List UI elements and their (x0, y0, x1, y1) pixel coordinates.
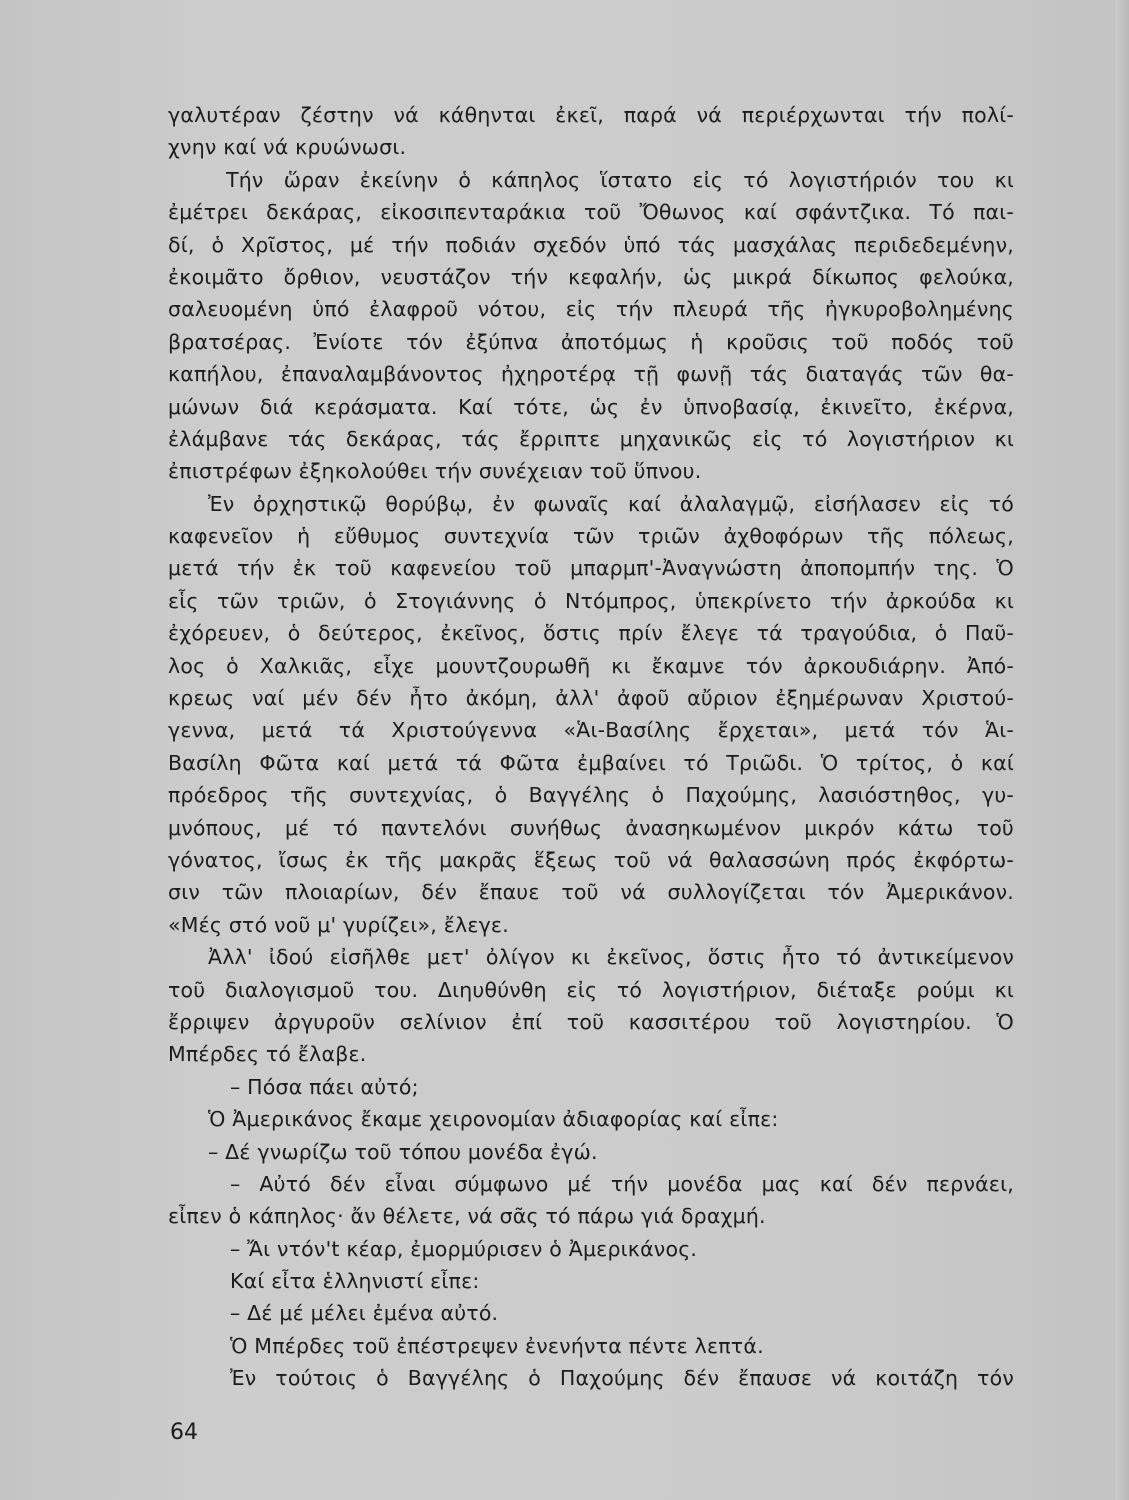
text-line: λος ὁ Χαλκιᾶς, εἶχε μουντζουρωθῆ κι ἔκαμνε τόν ἀρκουδιάρην. Ἀπό- (168, 653, 1014, 678)
text-line: Ἐν ὀρχηστικῷ θορύβῳ, ἐν φωναῖς καί ἀλαλαγμῷ, εἰσήλασεν εἰς τό (208, 491, 1014, 516)
text-line: ἐχόρευεν, ὁ δεύτερος, ἐκεῖνος, ὅστις πρίν ἔλεγε τά τραγούδια, ὁ Παῦ- (168, 621, 1014, 646)
text-line: ἐκοιμᾶτο ὄρθιον, νευστάζον τήν κεφαλήν, ὡς μικρά δίκωπος φελούκα, (168, 264, 1014, 289)
text-line: Ἀλλ' ἰδού εἰσῆλθε μετ' ὀλίγον κι ἐκεῖνος, ὅστις ἦτο τό ἀντικείμενον (208, 945, 1014, 970)
text-line: Μπέρδες τό ἔλαβε. (168, 1042, 367, 1067)
page-edge-shadow (1115, 0, 1129, 1500)
body-text (168, 99, 1014, 1395)
text-line: «Μές στό νοῦ μ' γυρίζει», ἔλεγε. (168, 912, 509, 937)
text-line: πρόεδρος τῆς συντεχνίας, ὁ Βαγγέλης ὁ Παχούμης, λασιόστηθος, γυ- (168, 783, 1014, 808)
text-line: – Πόσα πάει αὐτό; (230, 1074, 419, 1099)
text-line: γόνατος, ἴσως ἐκ τῆς μακρᾶς ἕξεως τοῦ νά θαλασσώνη πρός ἐκφόρτω- (168, 847, 1014, 872)
text-line: – Δέ μέ μέλει ἐμένα αὐτό. (230, 1301, 499, 1326)
text-line: σαλευομένη ὑπό ἐλαφροῦ νότου, εἰς τήν πλευρά τῆς ἠγκυροβολημένης (168, 297, 1014, 322)
text-line: κρεως ναί μέν δέν ἦτο ἀκόμη, ἀλλ' ἀφοῦ αὔριον ἐξημέρωναν Χριστού- (168, 686, 1014, 711)
text-line: ἐπιστρέφων ἐξηκολούθει τήν συνέχειαν τοῦ ὕπνου. (168, 459, 702, 484)
text-line: γαλυτέραν ζέστην νά κάθηνται ἐκεῖ, παρά νά περιέρχωνται τήν πολί- (168, 103, 1014, 127)
text-line: Ὁ Ἀμερικάνος ἔκαμε χειρονομίαν ἀδιαφορίας καί εἶπε: (208, 1107, 779, 1132)
text-line: μνόπους, μέ τό παντελόνι συνήθως ἀνασηκωμένον μικρόν κάτω τοῦ (168, 815, 1014, 840)
text-line: γεννα, μετά τά Χριστούγεννα «Ἁι-Βασίλης ἔρχεται», μετά τόν Ἁι- (168, 718, 1014, 743)
text-line: Ἐν τούτοις ὁ Βαγγέλης ὁ Παχούμης δέν ἔπαυσε νά κοιτάζη τόν (230, 1366, 1014, 1391)
text-line: – Ἄι ντόν't κέαρ, ἐμορμύρισεν ὁ Ἀμερικάνος. (230, 1236, 698, 1261)
text-line: ἔρριψεν ἀργυροῦν σελίνιον ἐπί τοῦ κασσιτέρου τοῦ λογιστηρίου. Ὁ (168, 1009, 1014, 1034)
text-line: Καί εἶτα ἑλληνιστί εἶπε: (230, 1269, 480, 1294)
text-line: καφενεῖον ἡ εὔθυμος συντεχνία τῶν τριῶν ἀχθοφόρων τῆς πόλεως, (168, 524, 1014, 549)
text-line: ἐλάμβανε τάς δεκάρας, τάς ἔρριπτε μηχανικῶς εἰς τό λογιστήριον κι (168, 426, 1014, 451)
text-line: τοῦ διαλογισμοῦ του. Διηυθύνθη εἰς τό λογιστήριον, διέταξε ρούμι κι (168, 977, 1014, 1002)
text-line: σιν τῶν πλοιαρίων, δέν ἔπαυε τοῦ νά συλλογίζεται τόν Ἀμερικάνον. (168, 880, 1014, 905)
text-line: εἷς τῶν τριῶν, ὁ Στογιάννης ὁ Ντόμπρος, ὑπεκρίνετο τήν ἀρκούδα κι (168, 588, 1014, 613)
text-line: χνην καί νά κρυώνωσι. (168, 135, 407, 160)
text-line: Τήν ὥραν ἐκείνην ὁ κάπηλος ἵστατο εἰς τό λογιστήριόν του κι (226, 167, 1014, 192)
text-line: καπήλου, ἐπαναλαμβάνοντος ἠχηροτέρᾳ τῇ φωνῇ τάς διαταγάς τῶν θα- (168, 362, 1014, 387)
text-line: βρατσέρας. Ἐνίοτε τόν ἐξύπνα ἀποτόμως ἡ κροῦσις τοῦ ποδός τοῦ (168, 329, 1014, 354)
text-line: μετά τήν ἐκ τοῦ καφενείου τοῦ μπαρμπ'-Ἀναγνώστη ἀποπομπήν της. Ὁ (168, 556, 1014, 581)
text-line: – Αὐτό δέν εἶναι σύμφωνο μέ τήν μονέδα μας καί δέν περνάει, (230, 1171, 1014, 1196)
text-line: μώνων διά κεράσματα. Καί τότε, ὡς ἐν ὑπνοβασίᾳ, ἐκινεῖτο, ἐκέρνα, (168, 394, 1014, 419)
text-line: ἐμέτρει δεκάρας, εἰκοσιπενταράκια τοῦ Ὄθωνος καί σφάντζικα. Τό παι- (168, 200, 1014, 225)
text-line: – Δέ γνωρίζω τοῦ τόπου μονέδα ἐγώ. (208, 1139, 598, 1164)
page-number: 64 (170, 1420, 198, 1445)
text-line: Βασίλη Φῶτα καί μετά τά Φῶτα ἐμβαίνει τό Τριῶδι. Ὁ τρίτος, ὁ καί (168, 750, 1014, 775)
text-line: Ὁ Μπέρδες τοῦ ἐπέστρεψεν ἐνενήντα πέντε λεπτά. (230, 1333, 764, 1358)
text-line: εἶπεν ὁ κάπηλος· ἄν θέλετε, νά σᾶς τό πάρω γιά δραχμή. (168, 1204, 766, 1229)
text-line: δί, ὁ Χρῖστος, μέ τήν ποδιάν σχεδόν ὑπό τάς μασχάλας περιδεδεμένην, (168, 232, 1014, 257)
